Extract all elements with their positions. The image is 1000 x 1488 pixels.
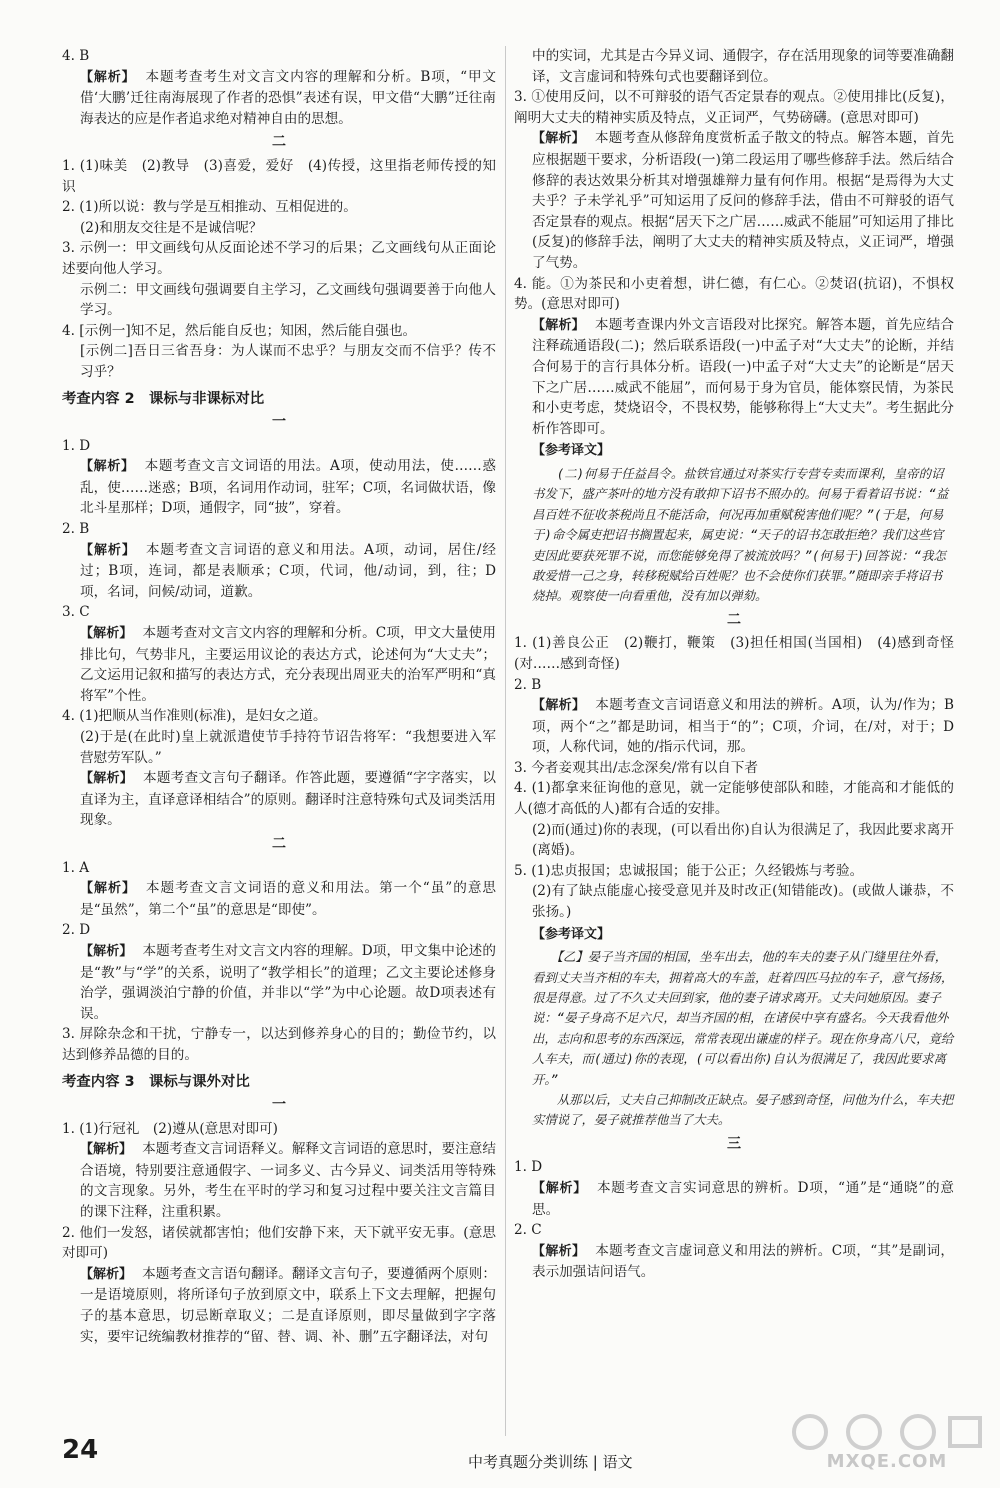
analysis-paragraph xyxy=(514,1178,954,1220)
answer-line: 4. B xyxy=(62,48,90,64)
answer-line: 4. (1)把顺从当作准则(标准)，是妇女之道。 xyxy=(62,708,327,725)
analysis-tag: 【解析】 xyxy=(80,542,136,558)
analysis-tag: 【解析】 xyxy=(80,1142,133,1158)
analysis-text: 本题考查文言词语的意义和用法。A项，动词，居住/经过；B项，连词，都是表顺承；C项，代词，他/动词，到，往；D项，名词，问候/动词，道歉。 xyxy=(80,541,496,600)
answer-line: 1. D xyxy=(62,437,91,454)
answer-line: 1. (1)味美 (2)教导 (3)喜爱，爱好 (4)传授，这里指老师传授的知识 xyxy=(62,157,496,195)
left-column xyxy=(62,46,496,1347)
reference-translation-text: 【乙】晏子当齐国的相国，坐车出去，他的车夫的妻子从门缝里往外看，看到丈夫当齐相的车夫，拥着高大的车盖，赶着四匹马拉的车子，意气扬扬，很是得意。过了不久丈夫回到家，他的妻子请求离开。丈夫问她原因。妻子说：“晏子身高不足六尺，却当齐国的相，在诸侯中享有盛名。今天我看他外出，志向和思考的东西深远，常常表现出谦虚的样子。现在你身高八尺，竟给人车夫，而(通过)你的表现，(可以看出你)自认为很满足了，我因此要求离开。” xyxy=(532,949,954,1087)
analysis-text: 本题考查文言语句翻译。翻译文言句子，要遵循两个原则：一是语境原则，将所译句子放到原文中，联系上下文去理解，把握句子的基本意思，切忌断章取义；二是直译原则，即尽量做到字字落实，要牢记统编教材推荐的“留、替、调、补、删”五字翻译法，对句 xyxy=(80,1265,496,1345)
answer-line: (2)而(通过)你的表现，(可以看出你)自认为很满足了，我因此要求离开(离婚)。 xyxy=(532,821,954,859)
analysis-tag: 【解析】 xyxy=(532,1181,587,1197)
analysis-paragraph xyxy=(514,315,954,440)
analysis-paragraph xyxy=(514,1241,954,1283)
subsection-number: 二 xyxy=(727,611,741,628)
analysis-text: 本题考查文言词语释义。解释文言词语的意思时，要注意结合语境，特别要注意通假字、一词多义、古今异义、词类活用等特殊的文言现象。另外，考生在平时的学习和复习过程中要关注文言篇目的课下注释，注重积累。 xyxy=(80,1141,496,1221)
analysis-tag: 【解析】 xyxy=(80,69,136,85)
answer-line: 1. (1)行冠礼 (2)遵从(意思对即可) xyxy=(62,1120,278,1137)
analysis-paragraph xyxy=(514,128,954,273)
analysis-tag: 【解析】 xyxy=(532,131,585,147)
analysis-text: 本题考查对文言文内容的理解和分析。C项，甲文大量使用排比句，气势非凡，主要运用议论的表达方式，论述何为“大丈夫”；乙文运用记叙和描写的表达方式，充分表现出周亚夫的治军严明和“真将军”个性。 xyxy=(80,625,496,704)
analysis-text: 本题考查考生对文言文内容的理解和分析。B项，“甲文借‘大鹏’迁往南海展现了作者的恐惧”表述有误，甲文借“大鹏”迁往南海表达的应是作者追求绝对精神自由的思想。 xyxy=(80,68,496,127)
analysis-tag: 【解析】 xyxy=(80,459,135,475)
analysis-paragraph xyxy=(62,1139,496,1222)
analysis-tag: 【解析】 xyxy=(80,771,133,787)
subsection-number: 二 xyxy=(272,835,286,852)
analysis-tag: 【解析】 xyxy=(532,698,586,714)
analysis-paragraph xyxy=(514,695,954,758)
answer-line: 1. D xyxy=(514,1159,543,1176)
analysis-paragraph xyxy=(62,768,496,831)
answer-line: 2. B xyxy=(514,676,542,693)
analysis-tag: 【解析】 xyxy=(80,1266,133,1282)
subsection-number: 二 xyxy=(272,134,286,151)
analysis-paragraph xyxy=(62,941,496,1024)
answer-line: [示例二]吾日三省吾身：为人谋而不忠乎？与朋友交而不信乎？传不习乎？ xyxy=(80,343,496,380)
answer-line: 示例二：甲文画线句强调要自主学习，乙文画线句强调要善于向他人学习。 xyxy=(80,281,496,319)
analysis-paragraph xyxy=(62,1264,496,1347)
answer-line: 4. (1)都拿来征询他的意见，就一定能够使部队和睦，才能高和才能低的人(德才高低的人)都有合适的安排。 xyxy=(514,780,954,818)
analysis-text: 本题考查文言词语意义和用法的辨析。A项，认为/作为；B项，两个“之”都是助词，相当于“的”；C项，介词，在/对，对于；D项，人称代词，她的/指示代词，那。 xyxy=(532,697,954,756)
reference-translation-text: (二)何易于任益昌令。盐铁官通过对茶实行专营专卖而课利，皇帝的诏书发下，盛产茶叶的地方没有敢抑下诏书不照办的。何易于看着诏书说：“益昌百姓不征收茶税尚且不能活命，何况再加重赋税害他们呢？”(于是，何易于)命令属吏把诏书搁置起来，属吏说：“天子的诏书怎敢拒绝？我们这些官吏因此要获死罪不说，而您能够免得了被流放吗？”(何易于)回答说：“我怎敢爱惜一己之身，转移税赋给百姓呢？也不会使你们获罪。”随即亲手将诏书烧掉。观察使一向看重他，没有加以弹劾。 xyxy=(532,465,949,604)
analysis-paragraph xyxy=(62,878,496,920)
reference-translation-heading: 【参考译文】 xyxy=(532,926,611,942)
analysis-text: 本题考查文言文词语的意义和用法。第一个“虽”的意思是“虽然”，第二个“虽”的意思是“即使”。 xyxy=(80,880,496,918)
column-divider xyxy=(505,46,506,1436)
analysis-text: 本题考查考生对文言文内容的理解。D项，甲文集中论述的是“教”与“学”的关系，说明了“教学相长”的道理；乙文主要论述修身治学，强调淡泊宁静的价值，并非以“学”为中心论题。故D项表述有误。 xyxy=(80,942,496,1022)
analysis-tag: 【解析】 xyxy=(532,317,585,333)
answer-line: 3. 示例一：甲文画线句从反面论述不学习的后果；乙文画线句从正面论述要向他人学习。 xyxy=(62,240,496,277)
analysis-paragraph xyxy=(62,456,496,519)
answer-line: (2)和朋友交往是不是诚信呢？ xyxy=(80,219,263,236)
analysis-paragraph xyxy=(62,540,496,603)
book-title: 中考真题分类训练 | 语文 xyxy=(468,1453,633,1471)
answer-line: 5. (1)忠贞报国；忠诚报国；能于公正；久经锻炼与考验。 xyxy=(514,862,864,879)
watermark-text: MXQE.COM xyxy=(826,1451,948,1472)
answer-line: 2. D xyxy=(62,922,91,939)
analysis-tag: 【解析】 xyxy=(80,943,133,959)
section-title: 考查内容 2 课标与非课标对比 xyxy=(62,390,265,407)
answer-line: 2. C xyxy=(514,1222,542,1239)
analysis-text: 本题考查文言实词意思的辨析。D项，“通”是“通晓”的意思。 xyxy=(532,1180,954,1218)
answer-line: 3. 今者妾观其出/志念深矣/常有以自下者 xyxy=(514,759,758,776)
answer-line: 3. 屏除杂念和干扰，宁静专一，以达到修养身心的目的；勤俭节约，以达到修养品德的目的。 xyxy=(62,1026,496,1063)
analysis-text: 本题考查文言句子翻译。作答此题，要遵循“字字落实，以直译为主，直译意译相结合”的原则。翻译时注意特殊句式及词类活用现象。 xyxy=(80,770,496,829)
answer-line: 2. (1)所以说：教与学是互相推动、互相促进的。 xyxy=(62,199,357,216)
page-number: 24 xyxy=(62,1435,99,1465)
analysis-tag: 【解析】 xyxy=(532,1243,586,1259)
answer-line: 2. B xyxy=(62,521,90,538)
watermark-logo-icon xyxy=(780,1412,994,1454)
subsection-number: 一 xyxy=(272,1097,286,1114)
answer-line: 3. ①使用反问，以不可辩驳的语气否定景春的观点。②使用排比(反复)，阐明大丈夫的精神实质及特点，义正词严，气势磅礴。(意思对即可) xyxy=(514,89,954,126)
answer-line: (2)有了缺点能虚心接受意见并及时改正(知错能改)。(或做人谦恭，不张扬。) xyxy=(532,883,954,921)
reference-translation-heading: 【参考译文】 xyxy=(532,443,611,459)
answer-line: 中的实词，尤其是古今异义词、通假字，存在活用现象的词等要准确翻译，文言虚词和特殊句式也要翻译到位。 xyxy=(532,48,954,85)
analysis-paragraph xyxy=(62,67,496,130)
analysis-paragraph xyxy=(62,623,496,706)
subsection-number: 一 xyxy=(272,414,286,431)
analysis-tag: 【解析】 xyxy=(80,881,136,897)
answer-line: 1. (1)善良公正 (2)鞭打，鞭策 (3)担任相国(当国相) (4)感到奇怪(对……感到奇怪) xyxy=(514,635,954,672)
answer-line: (2)于是(在此时)皇上就派遣使节手持符节诏告将军：“我想要进入军营慰劳军队。” xyxy=(80,729,496,766)
answer-line: 4. 能。①为茶民和小吏着想，讲仁德，有仁心。②焚诏(抗诏)，不惧权势。(意思对即可) xyxy=(514,275,954,313)
analysis-text: 本题考查文言文词语的用法。A项，使动用法，使……惑乱，使……迷惑；B项，名词用作动词，驻军；C项，名词做状语，像北斗星那样；D项，通假字，同“披”，穿着。 xyxy=(80,458,496,517)
section-title: 考查内容 3 课标与课外对比 xyxy=(62,1073,250,1090)
watermark xyxy=(780,1412,994,1482)
answer-line: 1. A xyxy=(62,859,90,876)
answer-line: 4. [示例一]知不足，然后能自反也；知困，然后能自强也。 xyxy=(62,322,417,339)
analysis-text: 本题考查从修辞角度赏析孟子散文的特点。解答本题，首先应根据题干要求，分析语段(一)第二段运用了哪些修辞手法。然后结合修辞的表达效果分析其对增强雄辩力量有何作用。根据“是焉得为大丈夫乎？子未学礼乎”可知运用了反问的修辞手法，借由不可辩驳的语气否定景春的观点。根据“居天下之广居……威武不能屈”可知运用了排比(反复)的修辞手法，阐明了大丈夫的精神实质及特点，义正词严，增强了气势。 xyxy=(532,130,954,271)
right-column xyxy=(514,46,954,1283)
analysis-text: 本题考查文言虚词意义和用法的辨析。C项，“其”是副词，表示加强诘问语气。 xyxy=(532,1242,954,1281)
answer-line: 2. 他们一发怒，诸侯就都害怕；他们安静下来，天下就平安无事。(意思对即可) xyxy=(62,1224,496,1262)
analysis-tag: 【解析】 xyxy=(80,626,133,642)
subsection-number: 三 xyxy=(727,1135,741,1152)
reference-translation-text: 从那以后，丈夫自己抑制改正缺点。晏子感到奇怪，问他为什么，车夫把实情说了，晏子就推荐他当了大夫。 xyxy=(532,1092,954,1128)
answer-line: 3. C xyxy=(62,604,90,621)
analysis-text: 本题考查课内外文言语段对比探究。解答本题，首先应结合注释疏通语段(二)；然后联系语段(一)中孟子对“大丈夫”的论断，并结合何易于的言行具体分析。语段(一)中孟子对“大丈夫”的论断是“居天下之广居……威武不能屈”，而何易于身为官员，能体察民情，为茶民和小吏考虑，焚烧诏令，不畏权势，能够称得上“大丈夫”。考生据此分析作答即可。 xyxy=(532,316,954,437)
